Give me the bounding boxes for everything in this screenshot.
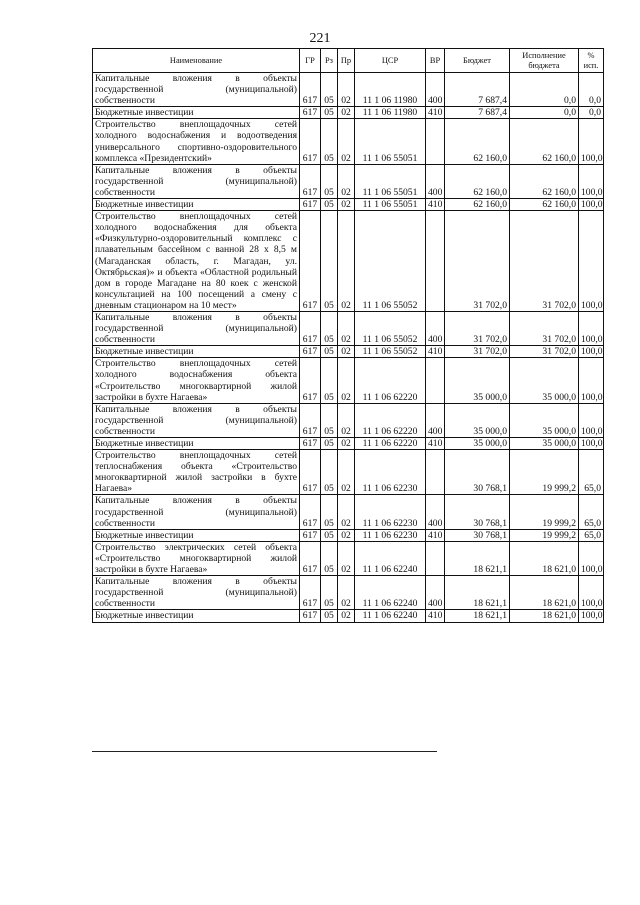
table-row: [93, 107, 604, 119]
cell-percent: 0,0: [579, 107, 604, 119]
cell-execution: 31 702,0: [510, 211, 579, 312]
cell-rz: 05: [321, 450, 338, 495]
cell-pr: 02: [338, 73, 355, 107]
cell-csr: 11 1 06 62220: [355, 358, 426, 403]
cell-name: [93, 610, 300, 622]
table-body: [93, 73, 604, 623]
cell-csr: 11 1 06 55051: [355, 119, 426, 164]
cell-csr: 11 1 06 11980: [355, 107, 426, 119]
cell-percent: 100,0: [579, 164, 604, 198]
cell-rz: 05: [321, 495, 338, 529]
cell-pr: 02: [338, 164, 355, 198]
cell-name: [93, 199, 300, 211]
cell-gr: 617: [300, 495, 321, 529]
table-row: [93, 119, 604, 164]
table-row: [93, 73, 604, 107]
cell-budget: 35 000,0: [445, 438, 510, 450]
cell-csr: 11 1 06 55051: [355, 164, 426, 198]
row-name-text: Строительство электрических сетей объекта «Строительство многоквартирной жилой застройки в бухте Нагаева»: [95, 541, 297, 576]
table-row: [93, 358, 604, 403]
cell-gr: 617: [300, 438, 321, 450]
cell-pr: 02: [338, 541, 355, 575]
cell-vr: 410: [426, 346, 445, 358]
cell-pr: 02: [338, 119, 355, 164]
cell-execution: 18 621,0: [510, 576, 579, 610]
header-gr: ГР: [300, 49, 321, 73]
cell-gr: 617: [300, 541, 321, 575]
cell-budget: 62 160,0: [445, 164, 510, 198]
cell-budget: 30 768,1: [445, 495, 510, 529]
cell-rz: 05: [321, 529, 338, 541]
cell-gr: 617: [300, 576, 321, 610]
cell-budget: 35 000,0: [445, 358, 510, 403]
cell-execution: 62 160,0: [510, 164, 579, 198]
cell-gr: 617: [300, 211, 321, 312]
cell-budget: 7 687,4: [445, 107, 510, 119]
cell-pr: 02: [338, 107, 355, 119]
cell-pr: 02: [338, 358, 355, 403]
cell-budget: 30 768,1: [445, 450, 510, 495]
cell-pr: 02: [338, 438, 355, 450]
cell-vr: 410: [426, 438, 445, 450]
table-row: [93, 199, 604, 211]
row-name-text: Строительство внеплощадочных сетей теплоснабжения объекта «Строительство многоквартирной жилой застройки в бухте Нагаева»: [95, 450, 297, 495]
row-name-text: Строительство внеплощадочных сетей холодного водоснабжения и водоотведения универсального спортивно-оздоровительного комплекса «Президентский»: [95, 119, 297, 164]
cell-gr: 617: [300, 358, 321, 403]
table-row: [93, 529, 604, 541]
cell-gr: 617: [300, 346, 321, 358]
cell-execution: 18 621,0: [510, 610, 579, 622]
cell-percent: 100,0: [579, 438, 604, 450]
cell-execution: 62 160,0: [510, 199, 579, 211]
cell-pr: 02: [338, 346, 355, 358]
cell-vr: [426, 541, 445, 575]
cell-pr: 02: [338, 199, 355, 211]
cell-budget: 18 621,1: [445, 610, 510, 622]
page-number: 221: [309, 31, 331, 46]
header-pr: Пр: [338, 49, 355, 73]
cell-vr: 410: [426, 610, 445, 622]
cell-rz: 05: [321, 211, 338, 312]
table-header-row: [93, 49, 604, 73]
cell-budget: 62 160,0: [445, 199, 510, 211]
cell-percent: 100,0: [579, 346, 604, 358]
table-row: [93, 403, 604, 437]
cell-rz: 05: [321, 107, 338, 119]
cell-csr: 11 1 06 62240: [355, 610, 426, 622]
cell-percent: 65,0: [579, 495, 604, 529]
cell-gr: 617: [300, 164, 321, 198]
cell-vr: [426, 358, 445, 403]
cell-vr: [426, 211, 445, 312]
cell-csr: 11 1 06 62230: [355, 450, 426, 495]
cell-percent: 0,0: [579, 73, 604, 107]
row-name-text: Капитальные вложения в объекты государственной (муниципальной) собственности: [95, 164, 297, 198]
cell-pr: 02: [338, 576, 355, 610]
cell-execution: 19 999,2: [510, 529, 579, 541]
cell-rz: 05: [321, 311, 338, 345]
row-name-text: Бюджетные инвестиции: [95, 610, 194, 622]
row-name-text: Строительство внеплощадочных сетей холодного водоснабжения для объекта «Физкультурно-оздоровительный комплекс с плавательным бассейном с ванной 28 х 8,5 м (Магаданская область, г. Магадан, ул. Октябрьская)» и объекта «Областной родильный дом в городе Магадане на 80 коек с женской консультацией на 100 посещений а смену с дневным стационаром на 10 мест»: [95, 211, 297, 311]
cell-execution: 19 999,2: [510, 495, 579, 529]
cell-rz: 05: [321, 610, 338, 622]
cell-vr: 400: [426, 73, 445, 107]
table-row: [93, 495, 604, 529]
cell-budget: 30 768,1: [445, 529, 510, 541]
cell-budget: 31 702,0: [445, 211, 510, 312]
cell-percent: 100,0: [579, 610, 604, 622]
cell-csr: 11 1 06 55052: [355, 346, 426, 358]
cell-execution: 0,0: [510, 107, 579, 119]
cell-rz: 05: [321, 576, 338, 610]
table-row: [93, 164, 604, 198]
row-name-text: Капитальные вложения в объекты государственной (муниципальной) собственности: [95, 73, 297, 107]
cell-csr: 11 1 06 11980: [355, 73, 426, 107]
cell-pr: 02: [338, 495, 355, 529]
cell-name: [93, 164, 300, 198]
cell-pr: 02: [338, 403, 355, 437]
cell-execution: 19 999,2: [510, 450, 579, 495]
cell-name: [93, 450, 300, 495]
cell-name: [93, 73, 300, 107]
cell-rz: 05: [321, 403, 338, 437]
cell-csr: 11 1 06 62240: [355, 541, 426, 575]
cell-name: [93, 119, 300, 164]
cell-pr: 02: [338, 211, 355, 312]
cell-name: [93, 346, 300, 358]
cell-budget: 62 160,0: [445, 119, 510, 164]
cell-gr: 617: [300, 119, 321, 164]
cell-name: [93, 403, 300, 437]
cell-budget: 31 702,0: [445, 346, 510, 358]
cell-gr: 617: [300, 311, 321, 345]
cell-pr: 02: [338, 529, 355, 541]
cell-gr: 617: [300, 107, 321, 119]
header-name: Наименование: [93, 49, 300, 73]
table-row: [93, 541, 604, 575]
cell-csr: 11 1 06 55051: [355, 199, 426, 211]
cell-budget: 31 702,0: [445, 311, 510, 345]
cell-rz: 05: [321, 119, 338, 164]
cell-name: [93, 529, 300, 541]
cell-budget: 18 621,1: [445, 576, 510, 610]
cell-csr: 11 1 06 55052: [355, 311, 426, 345]
row-name-text: Капитальные вложения в объекты государственной (муниципальной) собственности: [95, 495, 297, 529]
header-rz: Рз: [321, 49, 338, 73]
cell-vr: [426, 119, 445, 164]
cell-csr: 11 1 06 62230: [355, 495, 426, 529]
cell-gr: 617: [300, 73, 321, 107]
table-row: [93, 610, 604, 622]
header-percent: % исп.: [579, 49, 604, 73]
cell-vr: 410: [426, 199, 445, 211]
cell-gr: 617: [300, 199, 321, 211]
cell-rz: 05: [321, 358, 338, 403]
cell-vr: 400: [426, 495, 445, 529]
cell-csr: 11 1 06 55052: [355, 211, 426, 312]
table-row: [93, 211, 604, 312]
cell-percent: 100,0: [579, 211, 604, 312]
row-name-text: Строительство внеплощадочных сетей холодного водоснабжения объекта «Строительство многоквартирной жилой застройки в бухте Нагаева»: [95, 358, 297, 403]
header-vr: ВР: [426, 49, 445, 73]
row-name-text: Бюджетные инвестиции: [95, 346, 194, 358]
row-name-text: Бюджетные инвестиции: [95, 199, 194, 211]
cell-rz: 05: [321, 164, 338, 198]
cell-csr: 11 1 06 62240: [355, 576, 426, 610]
header-budget: Бюджет: [445, 49, 510, 73]
cell-vr: 410: [426, 529, 445, 541]
cell-percent: 100,0: [579, 541, 604, 575]
header-csr: ЦСР: [355, 49, 426, 73]
table-row: [93, 450, 604, 495]
cell-execution: 35 000,0: [510, 438, 579, 450]
cell-name: [93, 576, 300, 610]
cell-vr: [426, 450, 445, 495]
cell-percent: 100,0: [579, 576, 604, 610]
cell-execution: 35 000,0: [510, 403, 579, 437]
cell-execution: 31 702,0: [510, 346, 579, 358]
cell-execution: 0,0: [510, 73, 579, 107]
table-row: [93, 438, 604, 450]
table-row: [93, 576, 604, 610]
cell-name: [93, 107, 300, 119]
cell-vr: 400: [426, 403, 445, 437]
cell-pr: 02: [338, 450, 355, 495]
cell-percent: 100,0: [579, 403, 604, 437]
cell-rz: 05: [321, 73, 338, 107]
cell-pr: 02: [338, 311, 355, 345]
cell-percent: 100,0: [579, 119, 604, 164]
cell-csr: 11 1 06 62230: [355, 529, 426, 541]
table-row: [93, 311, 604, 345]
cell-name: [93, 211, 300, 312]
cell-percent: 65,0: [579, 529, 604, 541]
cell-execution: 18 621,0: [510, 541, 579, 575]
row-name-text: Капитальные вложения в объекты государственной (муниципальной) собственности: [95, 576, 297, 610]
cell-budget: 18 621,1: [445, 541, 510, 575]
cell-execution: 62 160,0: [510, 119, 579, 164]
cell-rz: 05: [321, 199, 338, 211]
cell-gr: 617: [300, 529, 321, 541]
cell-rz: 05: [321, 346, 338, 358]
cell-gr: 617: [300, 403, 321, 437]
row-name-text: Капитальные вложения в объекты государственной (муниципальной) собственности: [95, 311, 297, 346]
cell-csr: 11 1 06 62220: [355, 438, 426, 450]
budget-table: [92, 48, 604, 623]
cell-pr: 02: [338, 610, 355, 622]
cell-name: [93, 495, 300, 529]
table-row: [93, 346, 604, 358]
cell-execution: 35 000,0: [510, 358, 579, 403]
cell-vr: 400: [426, 576, 445, 610]
cell-gr: 617: [300, 610, 321, 622]
cell-name: [93, 358, 300, 403]
cell-name: [93, 311, 300, 345]
bottom-divider: [92, 751, 437, 752]
cell-percent: 100,0: [579, 358, 604, 403]
cell-gr: 617: [300, 450, 321, 495]
row-name-text: Капитальные вложения в объекты государственной (муниципальной) собственности: [95, 403, 297, 437]
cell-csr: 11 1 06 62220: [355, 403, 426, 437]
cell-percent: 100,0: [579, 199, 604, 211]
cell-vr: 410: [426, 107, 445, 119]
cell-budget: 35 000,0: [445, 403, 510, 437]
cell-rz: 05: [321, 541, 338, 575]
cell-name: [93, 438, 300, 450]
cell-budget: 7 687,4: [445, 73, 510, 107]
row-name-text: Бюджетные инвестиции: [95, 438, 194, 449]
cell-vr: 400: [426, 164, 445, 198]
row-name-text: Бюджетные инвестиции: [95, 529, 194, 541]
header-execution: Исполнение бюджета: [510, 49, 579, 73]
cell-rz: 05: [321, 438, 338, 450]
cell-percent: 65,0: [579, 450, 604, 495]
row-name-text: Бюджетные инвестиции: [95, 107, 194, 119]
cell-vr: 400: [426, 311, 445, 345]
cell-percent: 100,0: [579, 311, 604, 345]
cell-execution: 31 702,0: [510, 311, 579, 345]
cell-name: [93, 541, 300, 575]
